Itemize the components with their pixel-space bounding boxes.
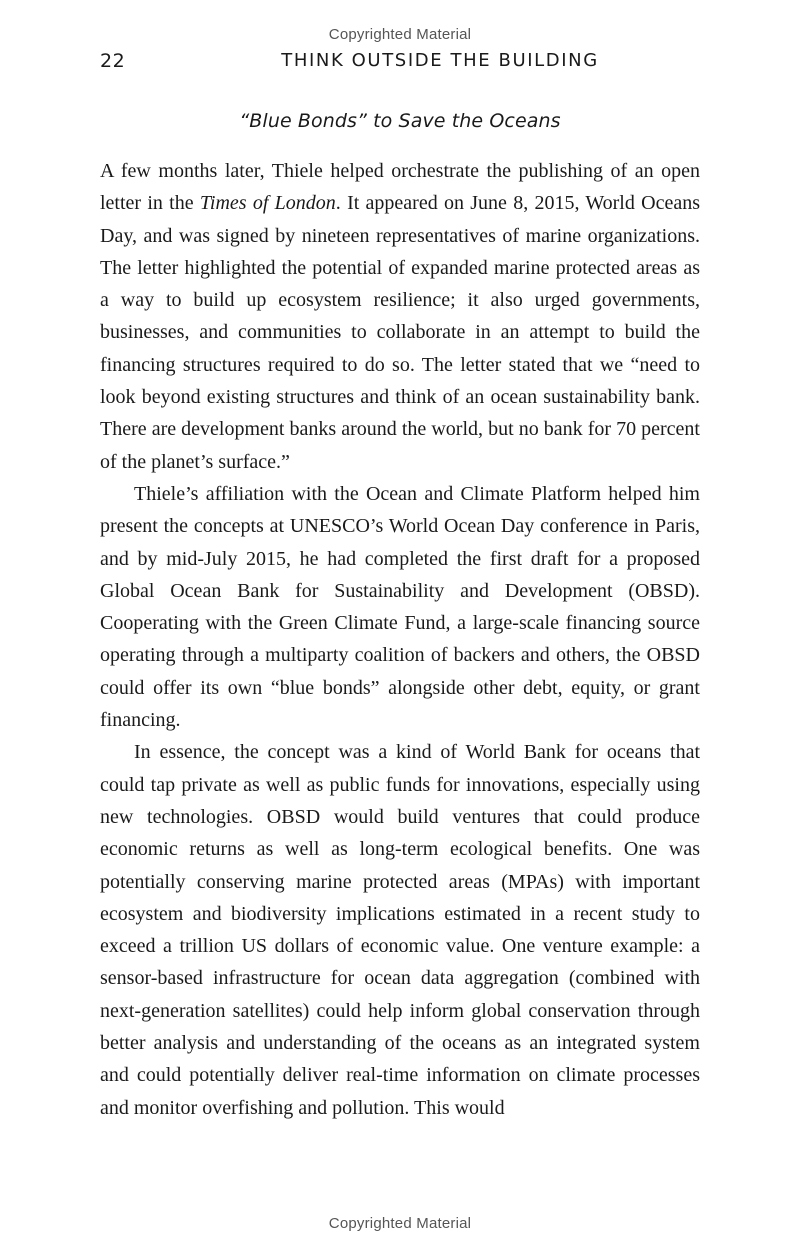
page-number: 22 <box>100 50 126 72</box>
paragraph-3: In essence, the concept was a kind of World Bank for oceans that could tap private as well as public funds for innovations, especially using new technologies. OBSD would build ventures that could produce economic returns as well as long-term ecological benefits. One was potentially conserving marine protected areas (MPAs) with important ecosystem and biodiversity implications estimated in a recent study to exceed a trillion US dollars of economic value. One venture example: a sensor-based infrastructure for ocean data aggregation (combined with next-generation satellites) could help inform global conservation through better analysis and understanding of the oceans as an integrated system and could potentially deliver real-time information on climate processes and monitor overfishing and pollution. This would <box>100 741 700 1119</box>
paragraph-1-part-2: . It appeared on June 8, 2015, World Oceans Day, and was signed by nineteen representatives of marine organizations. The letter highlighted the potential of expanded marine protected areas as a way to build up ecosystem resilience; it also urged governments, businesses, and communities to collaborate in an attempt to build the financing structures required to do so. The letter stated that we “need to look beyond existing structures and think of an ocean sustainability bank. There are development banks around the world, but no bank for 70 percent of the planet’s surface.” <box>100 192 700 473</box>
book-title: THINK OUTSIDE THE BUILDING <box>281 50 599 71</box>
body-text <box>100 155 700 1124</box>
copyright-watermark-top: Copyrighted Material <box>328 26 472 43</box>
paragraph-1-part-1: A few months later, Thiele helped orchestrate the publishing of an open letter in the <box>100 160 700 215</box>
paragraph-1 <box>100 155 700 478</box>
running-head <box>100 50 700 76</box>
section-heading: “Blue Bonds” to Save the Oceans <box>239 110 561 132</box>
paragraph-2: Thiele’s affiliation with the Ocean and Climate Platform helped him present the concepts at UNESCO’s World Ocean Day conference in Paris, and by mid-July 2015, he had completed the first draft for a proposed Global Ocean Bank for Sustainability and Development (OBSD). Cooperating with the Green Climate Fund, a large-scale financing source operating through a multiparty coalition of backers and others, the OBSD could offer its own “blue bonds” alongside other debt, equity, or grant financing. <box>100 482 700 732</box>
copyright-watermark-bottom: Copyrighted Material <box>328 1215 472 1232</box>
publication-title: Times of London <box>199 192 336 215</box>
